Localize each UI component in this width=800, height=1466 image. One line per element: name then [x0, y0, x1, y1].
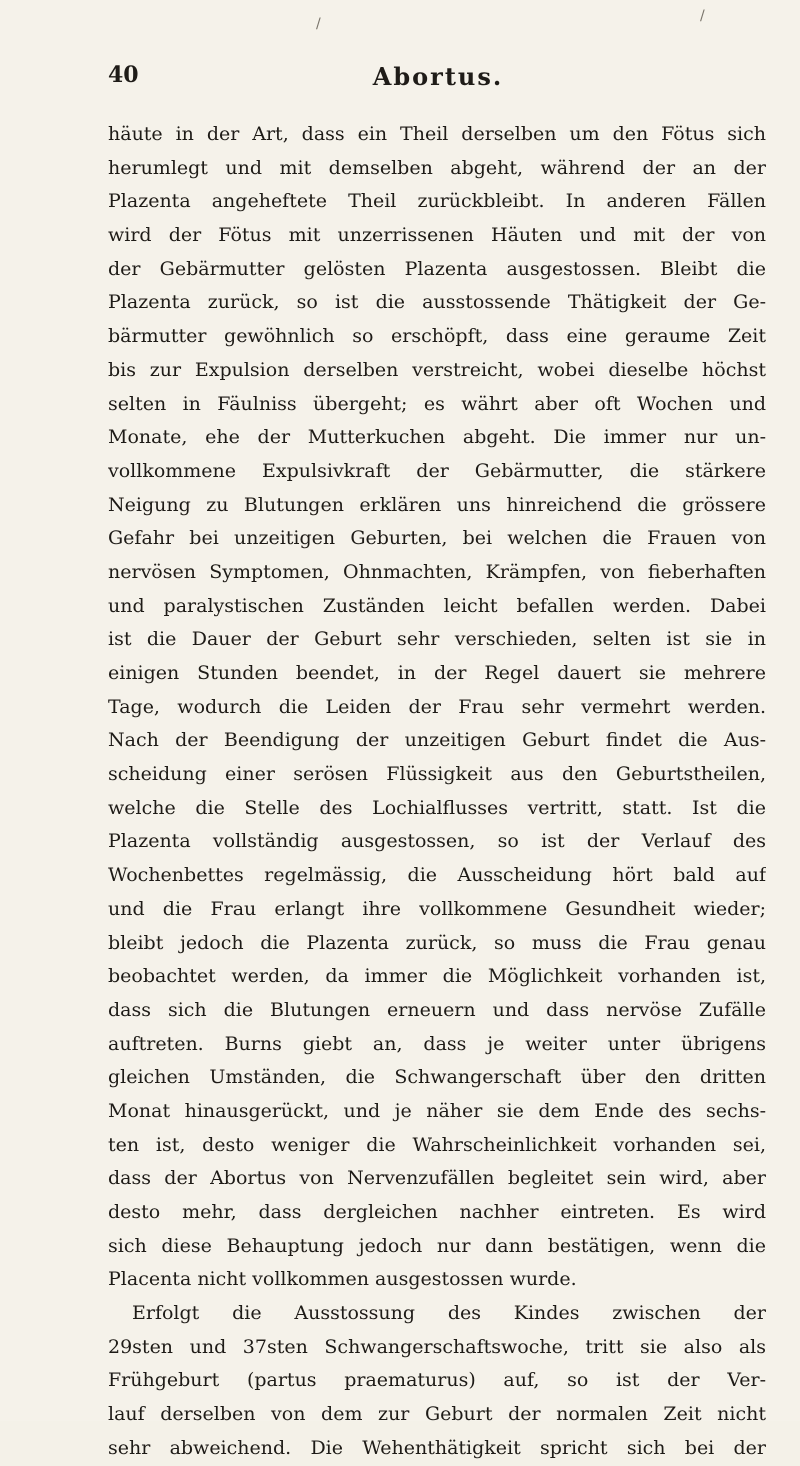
text-line: welche die Stelle des Lochialflusses vertritt, statt. Ist die: [108, 796, 766, 819]
scan-mark: /: [700, 8, 705, 24]
text-line: Plazenta angeheftete Theil zurückbleibt. In anderen Fällen: [108, 190, 766, 213]
text-line: vollkommene Expulsivkraft der Gebärmutter, die stärkere: [108, 459, 766, 482]
text-line: wird der Fötus mit unzerrissenen Häuten und mit der von: [108, 224, 766, 247]
text-line: 29sten und 37sten Schwangerschaftswoche, tritt sie also als: [108, 1335, 766, 1358]
text-line: herumlegt und mit demselben abgeht, während der an der: [108, 156, 766, 179]
text-line: auftreten. Burns giebt an, dass je weiter unter übrigens: [108, 1032, 766, 1055]
text-line: häute in der Art, dass ein Theil derselben um den Fötus sich: [108, 123, 766, 145]
text-line: dass der Abortus von Nervenzufällen begleitet sein wird, aber: [108, 1167, 766, 1190]
text-line: dass sich die Blutungen erneuern und dass nervöse Zufälle: [108, 998, 766, 1021]
text-line: Gefahr bei unzeitigen Geburten, bei welchen die Frauen von: [108, 527, 766, 550]
text-line: nervösen Symptomen, Ohnmachten, Krämpfen, von fieberhaften: [108, 560, 766, 583]
text-line: Erfolgt die Ausstossung des Kindes zwischen der: [132, 1302, 766, 1325]
text-line: desto mehr, dass dergleichen nachher eintreten. Es wird: [108, 1201, 766, 1223]
text-line: scheidung einer serösen Flüssigkeit aus den Geburtstheilen,: [108, 763, 766, 786]
text-line: bis zur Expulsion derselben verstreicht, wobei dieselbe höchst: [108, 358, 766, 381]
scan-mark: /: [316, 16, 321, 32]
running-title: Abortus.: [372, 62, 504, 91]
text-line: sich diese Behauptung jedoch nur dann bestätigen, wenn die: [108, 1234, 766, 1257]
text-line: Wochenbettes regelmässig, die Ausscheidung hört bald auf: [108, 864, 766, 887]
text-line: der Gebärmutter gelösten Plazenta ausgestossen. Bleibt die: [108, 257, 766, 280]
text-line: beobachtet werden, da immer die Möglichkeit vorhanden ist,: [108, 965, 766, 988]
text-line: und paralystischen Zuständen leicht befallen werden. Dabei: [108, 594, 766, 617]
text-line: lauf derselben von dem zur Geburt der normalen Zeit nicht: [108, 1403, 766, 1426]
text-line: Tage, wodurch die Leiden der Frau sehr vermehrt werden.: [108, 695, 766, 718]
text-line: einigen Stunden beendet, in der Regel dauert sie mehrere: [108, 662, 766, 684]
text-line: Plazenta zurück, so ist die ausstossende Thätigkeit der Ge-: [108, 291, 766, 314]
text-line: Frühgeburt (partus praematurus) auf, so ist der Ver-: [108, 1369, 766, 1392]
text-line: Plazenta vollständig ausgestossen, so ist der Verlauf des: [108, 830, 766, 853]
text-line: Neigung zu Blutungen erklären uns hinreichend die grössere: [108, 493, 766, 516]
text-line: bärmutter gewöhnlich so erschöpft, dass eine geraume Zeit: [108, 325, 766, 348]
body-text: [108, 118, 766, 1466]
text-line: sehr abweichend. Die Wehenthätigkeit spricht sich bei der: [108, 1436, 766, 1459]
text-line: ten ist, desto weniger die Wahrscheinlichkeit vorhanden sei,: [108, 1133, 766, 1156]
text-line: und die Frau erlangt ihre vollkommene Gesundheit wieder;: [108, 897, 766, 920]
text-line: Monate, ehe der Mutterkuchen abgeht. Die immer nur un-: [108, 426, 766, 449]
text-line: bleibt jedoch die Plazenta zurück, so muss die Frau genau: [108, 931, 766, 954]
text-line: gleichen Umständen, die Schwangerschaft über den dritten: [108, 1066, 766, 1089]
text-line: selten in Fäulniss übergeht; es währt aber oft Wochen und: [108, 392, 766, 415]
text-line: Placenta nicht vollkommen ausgestossen wurde.: [108, 1268, 577, 1291]
page-number: 40: [108, 62, 139, 88]
text-line: ist die Dauer der Geburt sehr verschieden, selten ist sie in: [108, 628, 766, 651]
text-line: Nach der Beendigung der unzeitigen Geburt findet die Aus-: [108, 729, 766, 752]
text-line: Monat hinausgerückt, und je näher sie dem Ende des sechs-: [108, 1099, 766, 1122]
page-header: [108, 62, 768, 102]
